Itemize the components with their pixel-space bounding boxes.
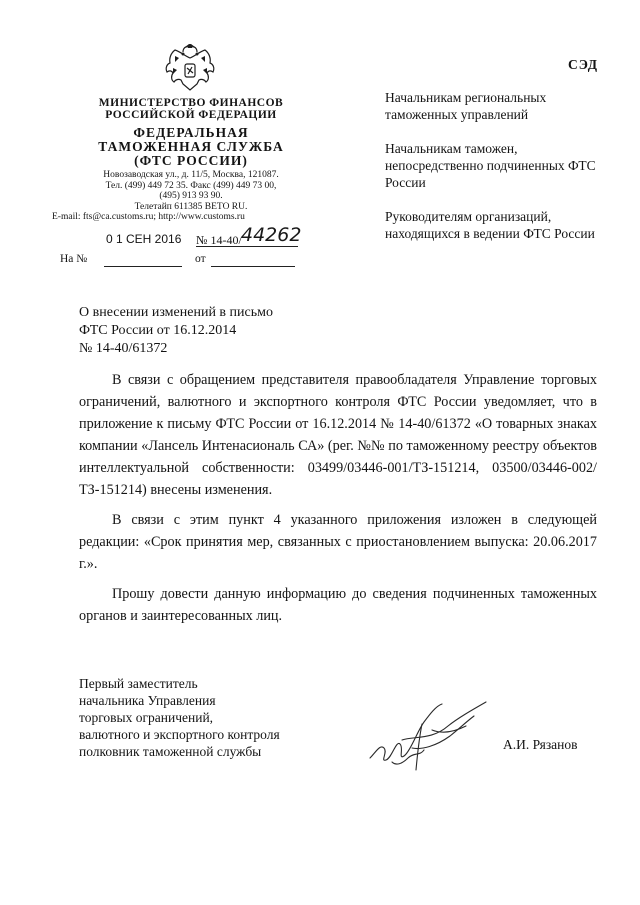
stamp-code: СЭД — [568, 57, 599, 72]
signer-title-line: торговых ограничений, — [79, 710, 214, 725]
signer-title-block — [79, 675, 280, 760]
number-underline — [196, 246, 298, 247]
ministry-line: МИНИСТЕРСТВО ФИНАНСОВ — [98, 97, 284, 109]
recipient: Начальникам таможен, непосредственно подчиненных ФТС России — [385, 141, 596, 190]
document-number-handwritten: 44262 — [241, 224, 302, 246]
address-line: Тел. (499) 449 72 35. Факс (499) 449 73 00, — [105, 180, 277, 191]
reference-date-line — [211, 266, 295, 267]
ministry-name — [60, 97, 322, 121]
coat-of-arms-emblem-icon — [161, 44, 219, 96]
subject-line: № 14-40/61372 — [79, 341, 168, 356]
service-name — [60, 126, 322, 168]
signer-title-line: полковник таможенной службы — [79, 744, 262, 759]
signer-title-line: начальника Управления — [79, 693, 216, 708]
signer-title-line: валютного и экспортного контроля — [79, 727, 280, 742]
address-line: Телетайп 611385 ВЕТО RU. — [134, 201, 248, 212]
subject-block — [79, 304, 379, 358]
letter-body — [79, 369, 597, 635]
recipient: Начальникам региональных таможенных управлений — [385, 90, 547, 122]
ministry-line: РОССИЙСКОЙ ФЕДЕРАЦИИ — [105, 109, 277, 121]
reference-number-label: На № — [60, 253, 88, 265]
recipients-block — [385, 89, 615, 259]
subject-line: ФТС России от 16.12.2014 — [79, 323, 237, 338]
body-paragraph: Прошу довести данную информацию до сведения подчиненных таможенных органов и заинтересованных лиц. — [79, 586, 597, 624]
address-line: Новозаводская ул., д. 11/5, Москва, 121087. — [103, 170, 279, 180]
document-number-prefix: № 14-40/ — [196, 233, 242, 247]
service-line: ТАМОЖЕННАЯ СЛУЖБА — [98, 139, 284, 154]
recipient: Руководителям организаций, находящихся в ведении ФТС России — [385, 209, 595, 241]
subject-line: О внесении изменений в письмо — [79, 305, 273, 320]
body-paragraph: В связи с обращением представителя правообладателя Управление торговых ограничений, валютного и экспортного контроля ФТС России уведомляет, что в приложение к письму ФТС России от 16.12.2014 № 14-40/61372 «О товарных знаках компании «Лансель Интенасиональ СА» (рег. №№ по таможенному реестру объектов интеллектуальной собственности: 03499/03446-001/ТЗ-151214, 03500/03446-002/ТЗ-151214) внесены изменения. — [79, 372, 597, 498]
address-line: (495) 913 93 90. — [159, 191, 223, 201]
signer-title-line: Первый заместитель — [79, 676, 198, 691]
signer-name: А.И. Рязанов — [503, 737, 578, 752]
body-paragraph: В связи с этим пункт 4 указанного приложения изложен в следующей редакции: «Срок принятия мер, связанных с приостановлением выпуска: 20.06.2017 г.». — [79, 512, 597, 572]
service-line: (ФТС РОССИИ) — [134, 153, 248, 168]
handwritten-signature-icon — [362, 700, 492, 780]
contact-line: E-mail: fts@ca.customs.ru; http://www.customs.ru — [52, 212, 245, 222]
address-block — [52, 170, 322, 223]
reference-date-label: от — [195, 253, 206, 265]
service-line: ФЕДЕРАЛЬНАЯ — [133, 125, 249, 140]
document-date: 0 1 СЕН 2016 — [106, 232, 182, 246]
reference-number-line — [104, 266, 182, 267]
